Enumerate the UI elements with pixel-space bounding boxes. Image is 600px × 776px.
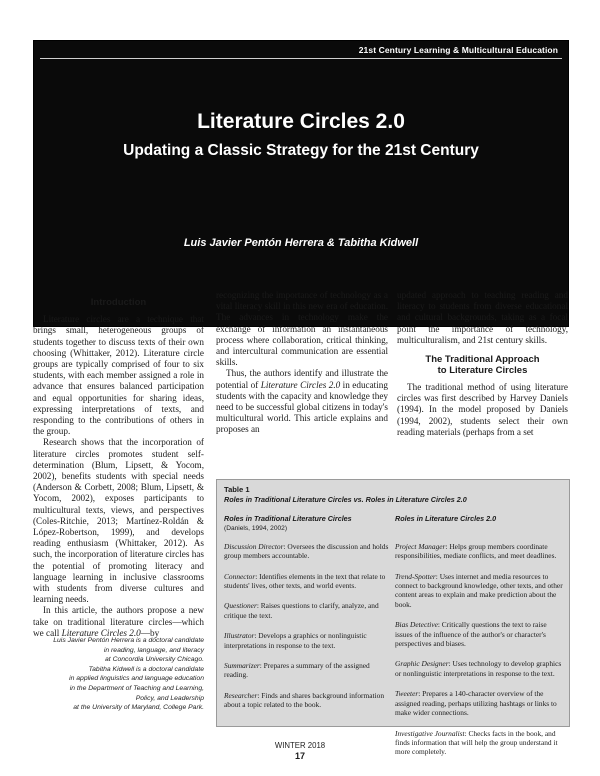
bio-line: Luis Javier Pentón Herrera is a doctoral candidate	[53, 637, 204, 644]
introduction-heading: Introduction	[90, 297, 147, 308]
bio-line: at Concordia University Chicago.	[105, 656, 204, 664]
role-entry	[395, 572, 563, 610]
intro-paragraph-1: Literature circles are a technique that brings small, heterogeneous groups of students together to discuss texts of their own choosing (Whittaker, 2012). Literature circle groups are typically comprised of four to six students, with each member assigned a role in advance that ensures balanced participation and equal opportunities for sharing ideas, expressing interpretations of texts, and responding to the contributions of others in the group.	[33, 314, 204, 437]
bio-line: Tabitha Kidwell is a doctoral candidate	[88, 665, 204, 673]
intro-paragraph-2: Research shows that the incorporation of literature circles promotes student self-determination (Blum, Lipsett, & Yocom, 2002), benefits students with special needs (Anderson & Corbett, 2008; Blum, Lipsett, & Yocom, 2002), exposes participants to multicultural texts, views, and perspectives (Coles-Ritchie, 2013; Martínez-Roldán & López-Robertson, 1999), and develops reading enthusiasm (Whittaker, 2012). As such, the incorporation of literature circles has the potential of promoting literacy and language learning in inclusive classrooms with students from diverse cultures and learning needs.	[33, 437, 204, 605]
traditional-roles-citation: (Daniels, 1994, 2002)	[224, 525, 288, 533]
role-entry	[395, 620, 563, 648]
role-name: Investigative Journalist	[395, 728, 465, 738]
article-title: Literature Circles 2.0	[197, 110, 405, 133]
issue-season: WINTER 2018	[274, 741, 326, 750]
role-entry	[224, 631, 392, 650]
role-description: : Identifies elements in the text that relate to students' lives, other texts, and world events.	[224, 571, 386, 591]
role-entry	[224, 691, 392, 710]
heading-line-2: to Literature Circles	[437, 365, 528, 377]
role-entry	[395, 689, 563, 717]
role-name: Bias Detective	[395, 620, 438, 630]
header-banner	[33, 40, 569, 327]
role-description: : Uses technology to develop graphics or nonlinguistic interpretations in response to the text.	[395, 659, 562, 678]
role-description: : Prepares a summary of the assigned reading.	[224, 661, 370, 680]
role-name: Researcher	[224, 690, 258, 700]
role-description: : Finds and shares background information about a topic related to the book.	[224, 690, 385, 710]
col2-p2-emphasis: Literature Circles 2.0	[260, 379, 341, 390]
role-description: : Raises questions to clarify, analyze, and critique the text.	[224, 601, 379, 620]
role-description: : Uses internet and media resources to connect to background knowledge, other texts, and other content areas to explain and make prediction about the book.	[395, 571, 563, 609]
intro-paragraph-3	[33, 605, 204, 639]
table-title: Roles in Traditional Literature Circles vs. Roles in Literature Circles 2.0	[224, 495, 467, 504]
section-label: 21st Century Learning & Multicultural Education	[358, 45, 558, 55]
bio-line: Policy, and Leadership	[135, 694, 204, 702]
role-entry	[224, 661, 392, 680]
traditional-roles-column	[224, 514, 392, 721]
role-entry	[224, 572, 392, 591]
role-description: : Checks facts in the book, and finds information that will help the group understand it more completely.	[395, 728, 558, 757]
intro-p3-text-a: In this article, the authors propose a new take on traditional literature circles—which we call	[33, 605, 204, 638]
column-1	[33, 297, 204, 639]
col2-p2-text-a: Thus, the authors identify and illustrate the potential of	[216, 368, 388, 390]
role-name: Project Manager	[395, 541, 446, 551]
role-entry	[224, 542, 392, 561]
role-description: : Oversees the discussion and holds group members accountable.	[224, 541, 389, 561]
col3-paragraph-2: The traditional method of using literature circles was first described by Harvey Daniels (1994). In the model proposed by Daniels (1994, 2002), students select their own reading materials (perhaps from a set	[397, 382, 568, 437]
author-bio	[33, 636, 204, 713]
article-subtitle: Updating a Classic Strategy for the 21st Century	[123, 142, 479, 159]
bio-line: in reading, language, and literacy	[103, 646, 204, 654]
header-rule	[40, 58, 562, 59]
heading-line-1: The Traditional Approach	[425, 354, 540, 366]
new-roles-spacer	[395, 524, 563, 533]
role-name: Illustrator	[224, 631, 255, 641]
role-entry	[395, 542, 563, 561]
col2-paragraph-2	[216, 368, 388, 435]
role-name: Summarizer	[224, 661, 260, 671]
role-name: Discussion Director	[224, 541, 284, 551]
role-description: : Develops a graphics or nonlinguistic interpretations in response to the text.	[224, 631, 367, 650]
role-description: : Prepares a 140-character overview of the assigned reading, perhaps utilizing hashtags or links to make wider connections.	[395, 689, 557, 718]
intro-p3-emphasis: Literature Circles 2.0	[61, 627, 141, 638]
article-authors: Luis Javier Pentón Herrera & Tabitha Kidwell	[183, 237, 419, 249]
new-roles-header: Roles in Literature Circles 2.0	[395, 514, 497, 523]
traditional-approach-heading	[397, 354, 568, 376]
role-name: Tweeter	[395, 689, 419, 699]
col3-paragraph-1: updated approach to teaching reading and literacy to students from diverse educational and cultural backgrounds, taking as a focal point the importance of technology, multiculturalism, and 21st century skills.	[397, 290, 568, 345]
traditional-roles-list	[224, 542, 392, 710]
col2-paragraph-1: recognizing the importance of technology as a vital literacy skill in this new era of education. The advances in technology make the exchange of information an instantaneous process where collaboration, critical thinking, and intercultural communication are essential skills.	[216, 290, 388, 368]
col2-p2-text-b: in educating students with the capacity and knowledge they need to be successful global citizens in today's multicultural world. This article explains and proposes an	[216, 379, 388, 435]
bio-line: in the Department of Teaching and Learning,	[69, 684, 204, 692]
role-name: Questioner	[224, 601, 257, 611]
role-description: : Critically questions the text to raise issues of the influence of the author's or character's perspectives and biases.	[395, 620, 547, 649]
new-roles-column	[395, 514, 563, 768]
page-number: 17	[294, 751, 305, 761]
column-3	[397, 290, 568, 438]
intro-p3-text-b: —by	[140, 627, 160, 638]
bio-line: at the University of Maryland, College Park.	[73, 704, 204, 712]
role-name: Connector	[224, 571, 256, 581]
role-name: Trend-Spotter	[395, 571, 436, 581]
role-entry	[224, 601, 392, 620]
new-roles-list	[395, 542, 563, 757]
role-description: : Helps group members coordinate responsibilities, mediate conflicts, and meet deadlines.	[395, 541, 557, 561]
column-2	[216, 290, 388, 436]
table-label: Table 1	[224, 485, 250, 494]
role-entry	[395, 659, 563, 678]
bio-line: in applied linguistics and language education	[69, 675, 204, 683]
traditional-roles-header: Roles in Traditional Literature Circles	[224, 514, 352, 523]
role-name: Graphic Designer	[395, 659, 449, 669]
